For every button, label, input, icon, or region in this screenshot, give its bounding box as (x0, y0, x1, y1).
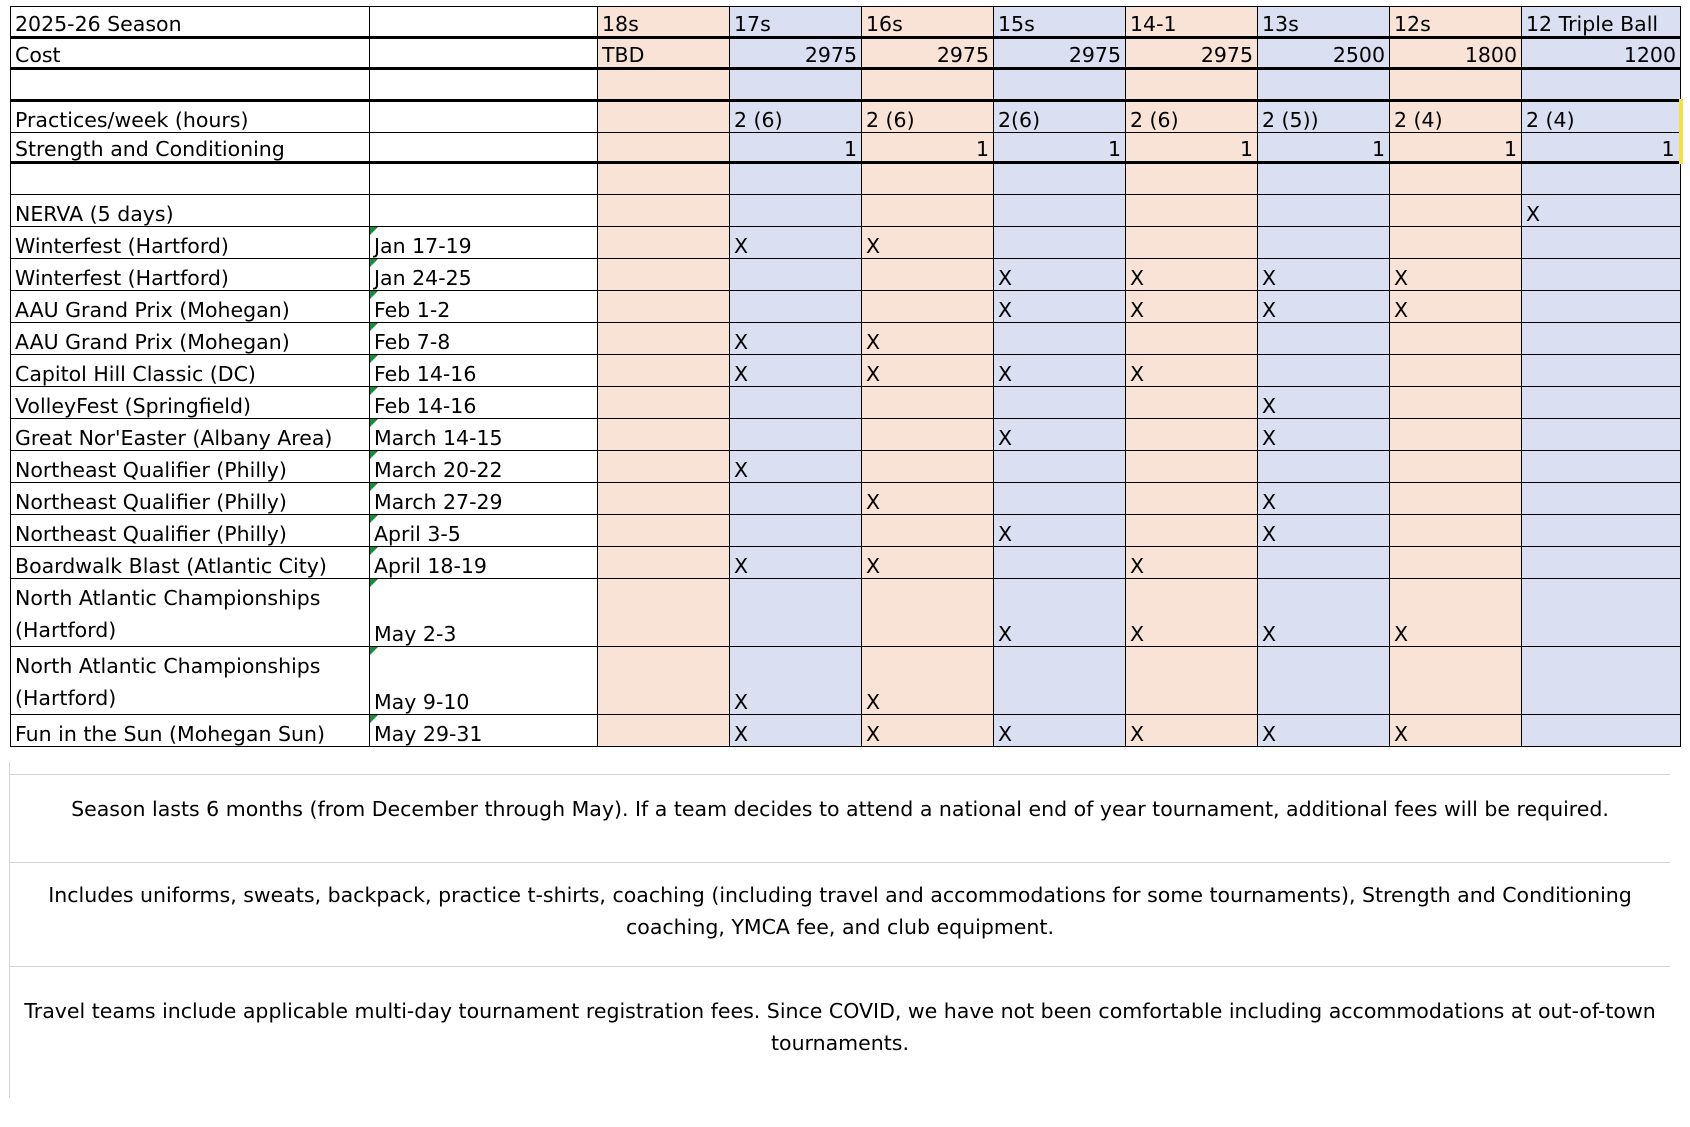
attendance-mark-18s[interactable] (598, 715, 730, 747)
tournament-date[interactable]: Feb 7-8 (370, 323, 598, 355)
attendance-mark-15s[interactable] (994, 323, 1126, 355)
attendance-mark-13s[interactable] (1258, 451, 1390, 483)
strength-cell-14-1[interactable]: 1 (1126, 133, 1258, 163)
attendance-mark-12-triple-ball[interactable] (1522, 451, 1681, 483)
tournament-row (11, 195, 1681, 227)
strength-cell-15s[interactable]: 1 (994, 133, 1126, 163)
cost-cell-14-1[interactable]: 2975 (1126, 38, 1258, 69)
attendance-mark-13s[interactable] (1258, 355, 1390, 387)
attendance-mark-13s[interactable]: X (1258, 515, 1390, 547)
strength-blank-cell[interactable] (370, 133, 598, 163)
empty-cell-13s[interactable] (1258, 69, 1390, 101)
attendance-mark-16s[interactable]: X (862, 715, 994, 747)
tournament-name[interactable]: VolleyFest (Springfield) (11, 387, 370, 419)
cost-cell-15s[interactable]: 2975 (994, 38, 1126, 69)
empty-cell-18s[interactable] (598, 163, 730, 195)
attendance-mark-12-triple-ball[interactable] (1522, 579, 1681, 647)
attendance-mark-17s[interactable] (730, 515, 862, 547)
attendance-mark-15s[interactable] (994, 483, 1126, 515)
team-header-cell-14-1[interactable]: 14-1 (1126, 7, 1258, 38)
grid-line (9, 762, 10, 1098)
attendance-mark-14-1[interactable]: X (1126, 715, 1258, 747)
attendance-mark-16s[interactable]: X (862, 355, 994, 387)
empty-cell-16s[interactable] (862, 163, 994, 195)
tournament-row (11, 451, 1681, 483)
attendance-mark-14-1[interactable] (1126, 483, 1258, 515)
attendance-mark-18s[interactable] (598, 547, 730, 579)
tournament-name[interactable]: Fun in the Sun (Mohegan Sun) (11, 715, 370, 747)
tournament-date[interactable]: April 18-19 (370, 547, 598, 579)
attendance-mark-16s[interactable] (862, 387, 994, 419)
attendance-mark-18s[interactable] (598, 291, 730, 323)
attendance-mark-18s[interactable] (598, 451, 730, 483)
attendance-mark-13s[interactable] (1258, 227, 1390, 259)
practices-cell-13s[interactable]: 2 (5)) (1258, 101, 1390, 133)
practices-cell-15s[interactable]: 2(6) (994, 101, 1126, 133)
attendance-mark-15s[interactable]: X (994, 419, 1126, 451)
tournament-name[interactable]: Winterfest (Hartford) (11, 227, 370, 259)
cost-cell-16s[interactable]: 2975 (862, 38, 994, 69)
attendance-mark-16s[interactable] (862, 195, 994, 227)
tournament-name[interactable]: AAU Grand Prix (Mohegan) (11, 291, 370, 323)
empty-cell-13s[interactable] (1258, 163, 1390, 195)
strength-cell-12-triple-ball[interactable]: 1 (1522, 133, 1681, 163)
team-header-cell-17s[interactable]: 17s (730, 7, 862, 38)
attendance-mark-12s[interactable]: X (1390, 259, 1522, 291)
tournament-row (11, 355, 1681, 387)
attendance-mark-18s[interactable] (598, 323, 730, 355)
practices-blank-cell[interactable] (370, 101, 598, 133)
attendance-mark-16s[interactable]: X (862, 227, 994, 259)
spacer-row (11, 69, 1681, 101)
tournament-name[interactable]: NERVA (5 days) (11, 195, 370, 227)
attendance-mark-15s[interactable] (994, 195, 1126, 227)
attendance-mark-14-1[interactable] (1126, 419, 1258, 451)
tournament-row (11, 647, 1681, 715)
empty-cell-18s[interactable] (598, 69, 730, 101)
attendance-mark-14-1[interactable] (1126, 227, 1258, 259)
practices-cell-12s[interactable]: 2 (4) (1390, 101, 1522, 133)
attendance-mark-12-triple-ball[interactable] (1522, 715, 1681, 747)
attendance-mark-17s[interactable]: X (730, 451, 862, 483)
attendance-mark-14-1[interactable] (1126, 387, 1258, 419)
attendance-mark-12s[interactable] (1390, 483, 1522, 515)
attendance-mark-12-triple-ball[interactable] (1522, 483, 1681, 515)
note-travel-fees (10, 966, 1670, 1127)
tournament-date[interactable]: Jan 24-25 (370, 259, 598, 291)
attendance-mark-13s[interactable] (1258, 647, 1390, 715)
tournament-date[interactable] (370, 195, 598, 227)
tournament-date[interactable]: May 29-31 (370, 715, 598, 747)
attendance-mark-17s[interactable]: X (730, 355, 862, 387)
attendance-mark-12-triple-ball[interactable] (1522, 547, 1681, 579)
attendance-mark-17s[interactable] (730, 483, 862, 515)
empty-cell[interactable] (11, 163, 370, 195)
tournament-date[interactable]: March 27-29 (370, 483, 598, 515)
attendance-mark-12s[interactable] (1390, 647, 1522, 715)
attendance-mark-12-triple-ball[interactable] (1522, 323, 1681, 355)
attendance-mark-18s[interactable] (598, 387, 730, 419)
attendance-mark-14-1[interactable] (1126, 647, 1258, 715)
tournament-date[interactable]: March 20-22 (370, 451, 598, 483)
attendance-mark-12-triple-ball[interactable] (1522, 647, 1681, 715)
attendance-mark-17s[interactable]: X (730, 715, 862, 747)
practices-cell-12-triple-ball[interactable]: 2 (4) (1522, 101, 1681, 133)
tournament-row (11, 483, 1681, 515)
attendance-mark-12s[interactable] (1390, 387, 1522, 419)
cost-row (11, 38, 1681, 69)
tournament-row (11, 291, 1681, 323)
attendance-mark-16s[interactable]: X (862, 483, 994, 515)
attendance-mark-15s[interactable] (994, 387, 1126, 419)
attendance-mark-13s[interactable]: X (1258, 483, 1390, 515)
attendance-mark-16s[interactable] (862, 579, 994, 647)
attendance-mark-15s[interactable]: X (994, 515, 1126, 547)
cost-label[interactable]: Cost (11, 38, 370, 69)
attendance-mark-13s[interactable] (1258, 547, 1390, 579)
cost-blank-cell[interactable] (370, 38, 598, 69)
tournament-row (11, 227, 1681, 259)
attendance-mark-18s[interactable] (598, 515, 730, 547)
empty-cell-12-triple-ball[interactable] (1522, 69, 1681, 101)
tournament-row (11, 259, 1681, 291)
attendance-mark-16s[interactable] (862, 419, 994, 451)
team-header-cell-16s[interactable]: 16s (862, 7, 994, 38)
attendance-mark-12s[interactable]: X (1390, 715, 1522, 747)
tournament-name[interactable]: AAU Grand Prix (Mohegan) (11, 323, 370, 355)
cost-cell-18s[interactable]: TBD (598, 38, 730, 69)
empty-cell-14-1[interactable] (1126, 69, 1258, 101)
tournament-date[interactable]: May 9-10 (370, 647, 598, 715)
tournament-row (11, 515, 1681, 547)
attendance-mark-14-1[interactable] (1126, 323, 1258, 355)
tournament-name[interactable]: North Atlantic Championships (Hartford) (11, 579, 370, 647)
attendance-mark-18s[interactable] (598, 227, 730, 259)
tournament-name[interactable]: Northeast Qualifier (Philly) (11, 515, 370, 547)
empty-cell-16s[interactable] (862, 69, 994, 101)
practices-cell-16s[interactable]: 2 (6) (862, 101, 994, 133)
tournament-date[interactable]: May 2-3 (370, 579, 598, 647)
tournament-name[interactable]: Boardwalk Blast (Atlantic City) (11, 547, 370, 579)
tournament-row (11, 387, 1681, 419)
attendance-mark-15s[interactable]: X (994, 259, 1126, 291)
team-header-cell-12-triple-ball[interactable]: 12 Triple Ball (1522, 7, 1681, 38)
tournament-row (11, 419, 1681, 451)
tournament-name[interactable]: Northeast Qualifier (Philly) (11, 451, 370, 483)
empty-cell-17s[interactable] (730, 69, 862, 101)
attendance-mark-14-1[interactable]: X (1126, 291, 1258, 323)
note-season-length-text: Season lasts 6 months (from December through May). If a team decides to attend a national end of year tournament, additional fees will be required. (71, 797, 1609, 821)
attendance-mark-17s[interactable] (730, 291, 862, 323)
note-travel-fees-text: Travel teams include applicable multi-day tournament registration fees. Since COVID, we have not been comfortable including accommodations at out-of-town tournaments. (24, 999, 1656, 1055)
attendance-mark-13s[interactable]: X (1258, 419, 1390, 451)
attendance-mark-15s[interactable]: X (994, 355, 1126, 387)
attendance-mark-12s[interactable] (1390, 355, 1522, 387)
strength-cell-16s[interactable]: 1 (862, 133, 994, 163)
attendance-mark-17s[interactable]: X (730, 647, 862, 715)
tournament-row (11, 715, 1681, 747)
attendance-mark-14-1[interactable]: X (1126, 259, 1258, 291)
attendance-mark-16s[interactable] (862, 451, 994, 483)
cost-cell-12-triple-ball[interactable]: 1200 (1522, 38, 1681, 69)
tournament-name[interactable]: North Atlantic Championships (Hartford) (11, 647, 370, 715)
attendance-mark-18s[interactable] (598, 195, 730, 227)
cost-cell-12s[interactable]: 1800 (1390, 38, 1522, 69)
attendance-mark-17s[interactable]: X (730, 323, 862, 355)
team-header-cell-12s[interactable]: 12s (1390, 7, 1522, 38)
note-inclusions-text: Includes uniforms, sweats, backpack, practice t-shirts, coaching (including travel and accommodations for some tournaments), Strength and Conditioning coaching, YMCA fee, and club equipment. (48, 883, 1632, 939)
tournament-row (11, 547, 1681, 579)
attendance-mark-18s[interactable] (598, 259, 730, 291)
empty-cell-12s[interactable] (1390, 69, 1522, 101)
attendance-mark-12-triple-ball[interactable] (1522, 259, 1681, 291)
attendance-mark-12-triple-ball[interactable] (1522, 355, 1681, 387)
empty-cell-12-triple-ball[interactable] (1522, 163, 1681, 195)
tournament-name[interactable]: Capitol Hill Classic (DC) (11, 355, 370, 387)
attendance-mark-12-triple-ball[interactable] (1522, 419, 1681, 451)
attendance-mark-12s[interactable] (1390, 451, 1522, 483)
attendance-mark-18s[interactable] (598, 483, 730, 515)
attendance-mark-17s[interactable] (730, 195, 862, 227)
attendance-mark-16s[interactable] (862, 259, 994, 291)
empty-cell-15s[interactable] (994, 163, 1126, 195)
practices-cell-17s[interactable]: 2 (6) (730, 101, 862, 133)
attendance-mark-13s[interactable]: X (1258, 715, 1390, 747)
empty-cell[interactable] (11, 69, 370, 101)
attendance-mark-18s[interactable] (598, 647, 730, 715)
tournament-date[interactable]: April 3-5 (370, 515, 598, 547)
attendance-mark-13s[interactable]: X (1258, 291, 1390, 323)
season-label[interactable]: 2025-26 Season (11, 7, 370, 38)
attendance-mark-18s[interactable] (598, 355, 730, 387)
attendance-mark-12-triple-ball[interactable] (1522, 515, 1681, 547)
attendance-mark-12s[interactable] (1390, 195, 1522, 227)
tournament-row (11, 579, 1681, 647)
attendance-mark-12-triple-ball[interactable] (1522, 291, 1681, 323)
attendance-mark-15s[interactable]: X (994, 579, 1126, 647)
tournament-name[interactable]: Great Nor'Easter (Albany Area) (11, 419, 370, 451)
tournament-date[interactable]: Feb 1-2 (370, 291, 598, 323)
attendance-mark-13s[interactable]: X (1258, 387, 1390, 419)
practices-row (11, 101, 1681, 133)
team-header-cell-15s[interactable]: 15s (994, 7, 1126, 38)
empty-cell-15s[interactable] (994, 69, 1126, 101)
attendance-mark-12s[interactable] (1390, 227, 1522, 259)
tournament-name[interactable]: Winterfest (Hartford) (11, 259, 370, 291)
attendance-mark-17s[interactable] (730, 419, 862, 451)
attendance-mark-14-1[interactable]: X (1126, 547, 1258, 579)
attendance-mark-17s[interactable] (730, 259, 862, 291)
attendance-mark-16s[interactable] (862, 515, 994, 547)
attendance-mark-15s[interactable]: X (994, 715, 1126, 747)
attendance-mark-13s[interactable]: X (1258, 259, 1390, 291)
header-blank-cell[interactable] (370, 7, 598, 38)
tournament-row (11, 323, 1681, 355)
attendance-mark-17s[interactable]: X (730, 547, 862, 579)
empty-cell-14-1[interactable] (1126, 163, 1258, 195)
attendance-mark-14-1[interactable] (1126, 515, 1258, 547)
practices-cell-18s[interactable] (598, 101, 730, 133)
attendance-mark-12s[interactable] (1390, 323, 1522, 355)
attendance-mark-15s[interactable]: X (994, 291, 1126, 323)
attendance-mark-15s[interactable] (994, 451, 1126, 483)
tournament-date[interactable]: Jan 17-19 (370, 227, 598, 259)
team-header-cell-13s[interactable]: 13s (1258, 7, 1390, 38)
empty-cell-17s[interactable] (730, 163, 862, 195)
practices-cell-14-1[interactable]: 2 (6) (1126, 101, 1258, 133)
attendance-mark-14-1[interactable] (1126, 451, 1258, 483)
strength-cell-18s[interactable] (598, 133, 730, 163)
attendance-mark-17s[interactable] (730, 387, 862, 419)
attendance-mark-15s[interactable] (994, 647, 1126, 715)
cost-cell-13s[interactable]: 2500 (1258, 38, 1390, 69)
empty-cell-12s[interactable] (1390, 163, 1522, 195)
attendance-mark-16s[interactable] (862, 291, 994, 323)
attendance-mark-12s[interactable] (1390, 419, 1522, 451)
attendance-mark-12s[interactable] (1390, 515, 1522, 547)
attendance-mark-13s[interactable] (1258, 195, 1390, 227)
attendance-mark-12-triple-ball[interactable] (1522, 227, 1681, 259)
strength-cell-17s[interactable]: 1 (730, 133, 862, 163)
tournament-date[interactable]: March 14-15 (370, 419, 598, 451)
attendance-mark-15s[interactable] (994, 227, 1126, 259)
attendance-mark-12-triple-ball[interactable]: X (1522, 195, 1681, 227)
strength-row (11, 133, 1681, 163)
attendance-mark-13s[interactable] (1258, 323, 1390, 355)
attendance-mark-17s[interactable] (730, 579, 862, 647)
attendance-mark-14-1[interactable]: X (1126, 355, 1258, 387)
empty-cell[interactable] (370, 163, 598, 195)
tournament-date[interactable]: Feb 14-16 (370, 355, 598, 387)
schedule-table (10, 6, 1683, 747)
attendance-mark-16s[interactable]: X (862, 647, 994, 715)
attendance-mark-12s[interactable] (1390, 547, 1522, 579)
attendance-mark-13s[interactable]: X (1258, 579, 1390, 647)
attendance-mark-15s[interactable] (994, 547, 1126, 579)
tournament-date[interactable]: Feb 14-16 (370, 387, 598, 419)
attendance-mark-17s[interactable]: X (730, 227, 862, 259)
note-inclusions (10, 862, 1670, 983)
attendance-mark-16s[interactable]: X (862, 547, 994, 579)
spacer-row (11, 163, 1681, 195)
strength-cell-13s[interactable]: 1 (1258, 133, 1390, 163)
tournament-name[interactable]: Northeast Qualifier (Philly) (11, 483, 370, 515)
attendance-mark-12s[interactable]: X (1390, 579, 1522, 647)
team-header-cell-18s[interactable]: 18s (598, 7, 730, 38)
attendance-mark-12-triple-ball[interactable] (1522, 387, 1681, 419)
cost-cell-17s[interactable]: 2975 (730, 38, 862, 69)
empty-cell[interactable] (370, 69, 598, 101)
attendance-mark-18s[interactable] (598, 579, 730, 647)
strength-cell-12s[interactable]: 1 (1390, 133, 1522, 163)
attendance-mark-18s[interactable] (598, 419, 730, 451)
attendance-mark-12s[interactable]: X (1390, 291, 1522, 323)
attendance-mark-14-1[interactable] (1126, 195, 1258, 227)
attendance-mark-16s[interactable]: X (862, 323, 994, 355)
strength-label[interactable]: Strength and Conditioning (11, 133, 370, 163)
attendance-mark-14-1[interactable]: X (1126, 579, 1258, 647)
practices-label[interactable]: Practices/week (hours) (11, 101, 370, 133)
header-row (11, 7, 1681, 38)
